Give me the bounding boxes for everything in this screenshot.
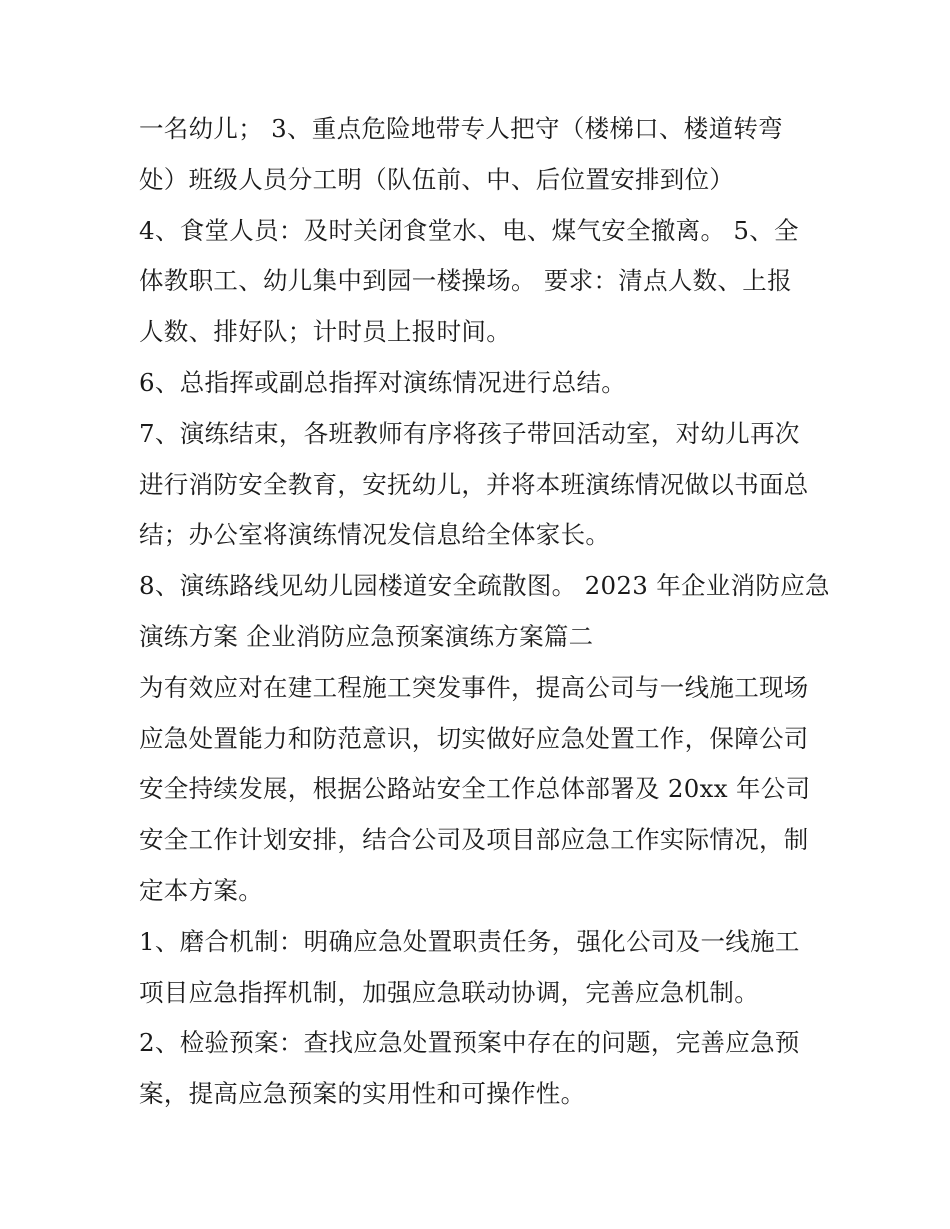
text-line: 4、食堂人员：及时关闭食堂水、电、煤气安全撤离。 5、全 [139, 215, 799, 245]
text-line: 8、演练路线见幼儿园楼道安全疏散图。 2023 年企业消防应急 [139, 571, 830, 601]
document-body [139, 104, 830, 1120]
text-line: 6、总指挥或副总指挥对演练情况进行总结。 [139, 367, 627, 397]
text-line: 结；办公室将演练情况发信息给全体家长。 [139, 520, 611, 550]
text-line: 进行消防安全教育，安抚幼儿，并将本班演练情况做以书面总 [139, 469, 809, 499]
text-line: 7、演练结束，各班教师有序将孩子带回活动室，对幼儿再次 [139, 418, 800, 448]
text-line: 处）班级人员分工明（队伍前、中、后位置安排到位） [139, 164, 735, 194]
text-line: 一名幼儿； 3、重点危险地带专人把守（楼梯口、楼道转弯 [139, 114, 783, 143]
text-line: 安全工作计划安排，结合公司及项目部应急工作实际情况，制 [139, 825, 809, 855]
text-line: 体教职工、幼儿集中到园一楼操场。 要求：清点人数、上报 [139, 266, 792, 296]
text-line: 为有效应对在建工程施工突发事件，提高公司与一线施工现场 [139, 672, 809, 702]
text-line: 应急处置能力和防范意识，切实做好应急处置工作，保障公司 [139, 723, 809, 753]
text-line: 演练方案 企业消防应急预案演练方案篇二 [139, 621, 594, 651]
text-line: 人数、排好队；计时员上报时间。 [139, 317, 511, 347]
text-line: 项目应急指挥机制，加强应急联动协调，完善应急机制。 [139, 977, 759, 1007]
text-line: 安全持续发展，根据公路站安全工作总体部署及 20xx 年公司 [139, 774, 811, 804]
text-line: 1、磨合机制：明确应急处置职责任务，强化公司及一线施工 [139, 926, 800, 956]
text-line: 定本方案。 [139, 875, 263, 905]
text-line: 2、检验预案：查找应急处置预案中存在的问题，完善应急预 [139, 1028, 800, 1058]
text-line: 案，提高应急预案的实用性和可操作性。 [139, 1079, 586, 1109]
